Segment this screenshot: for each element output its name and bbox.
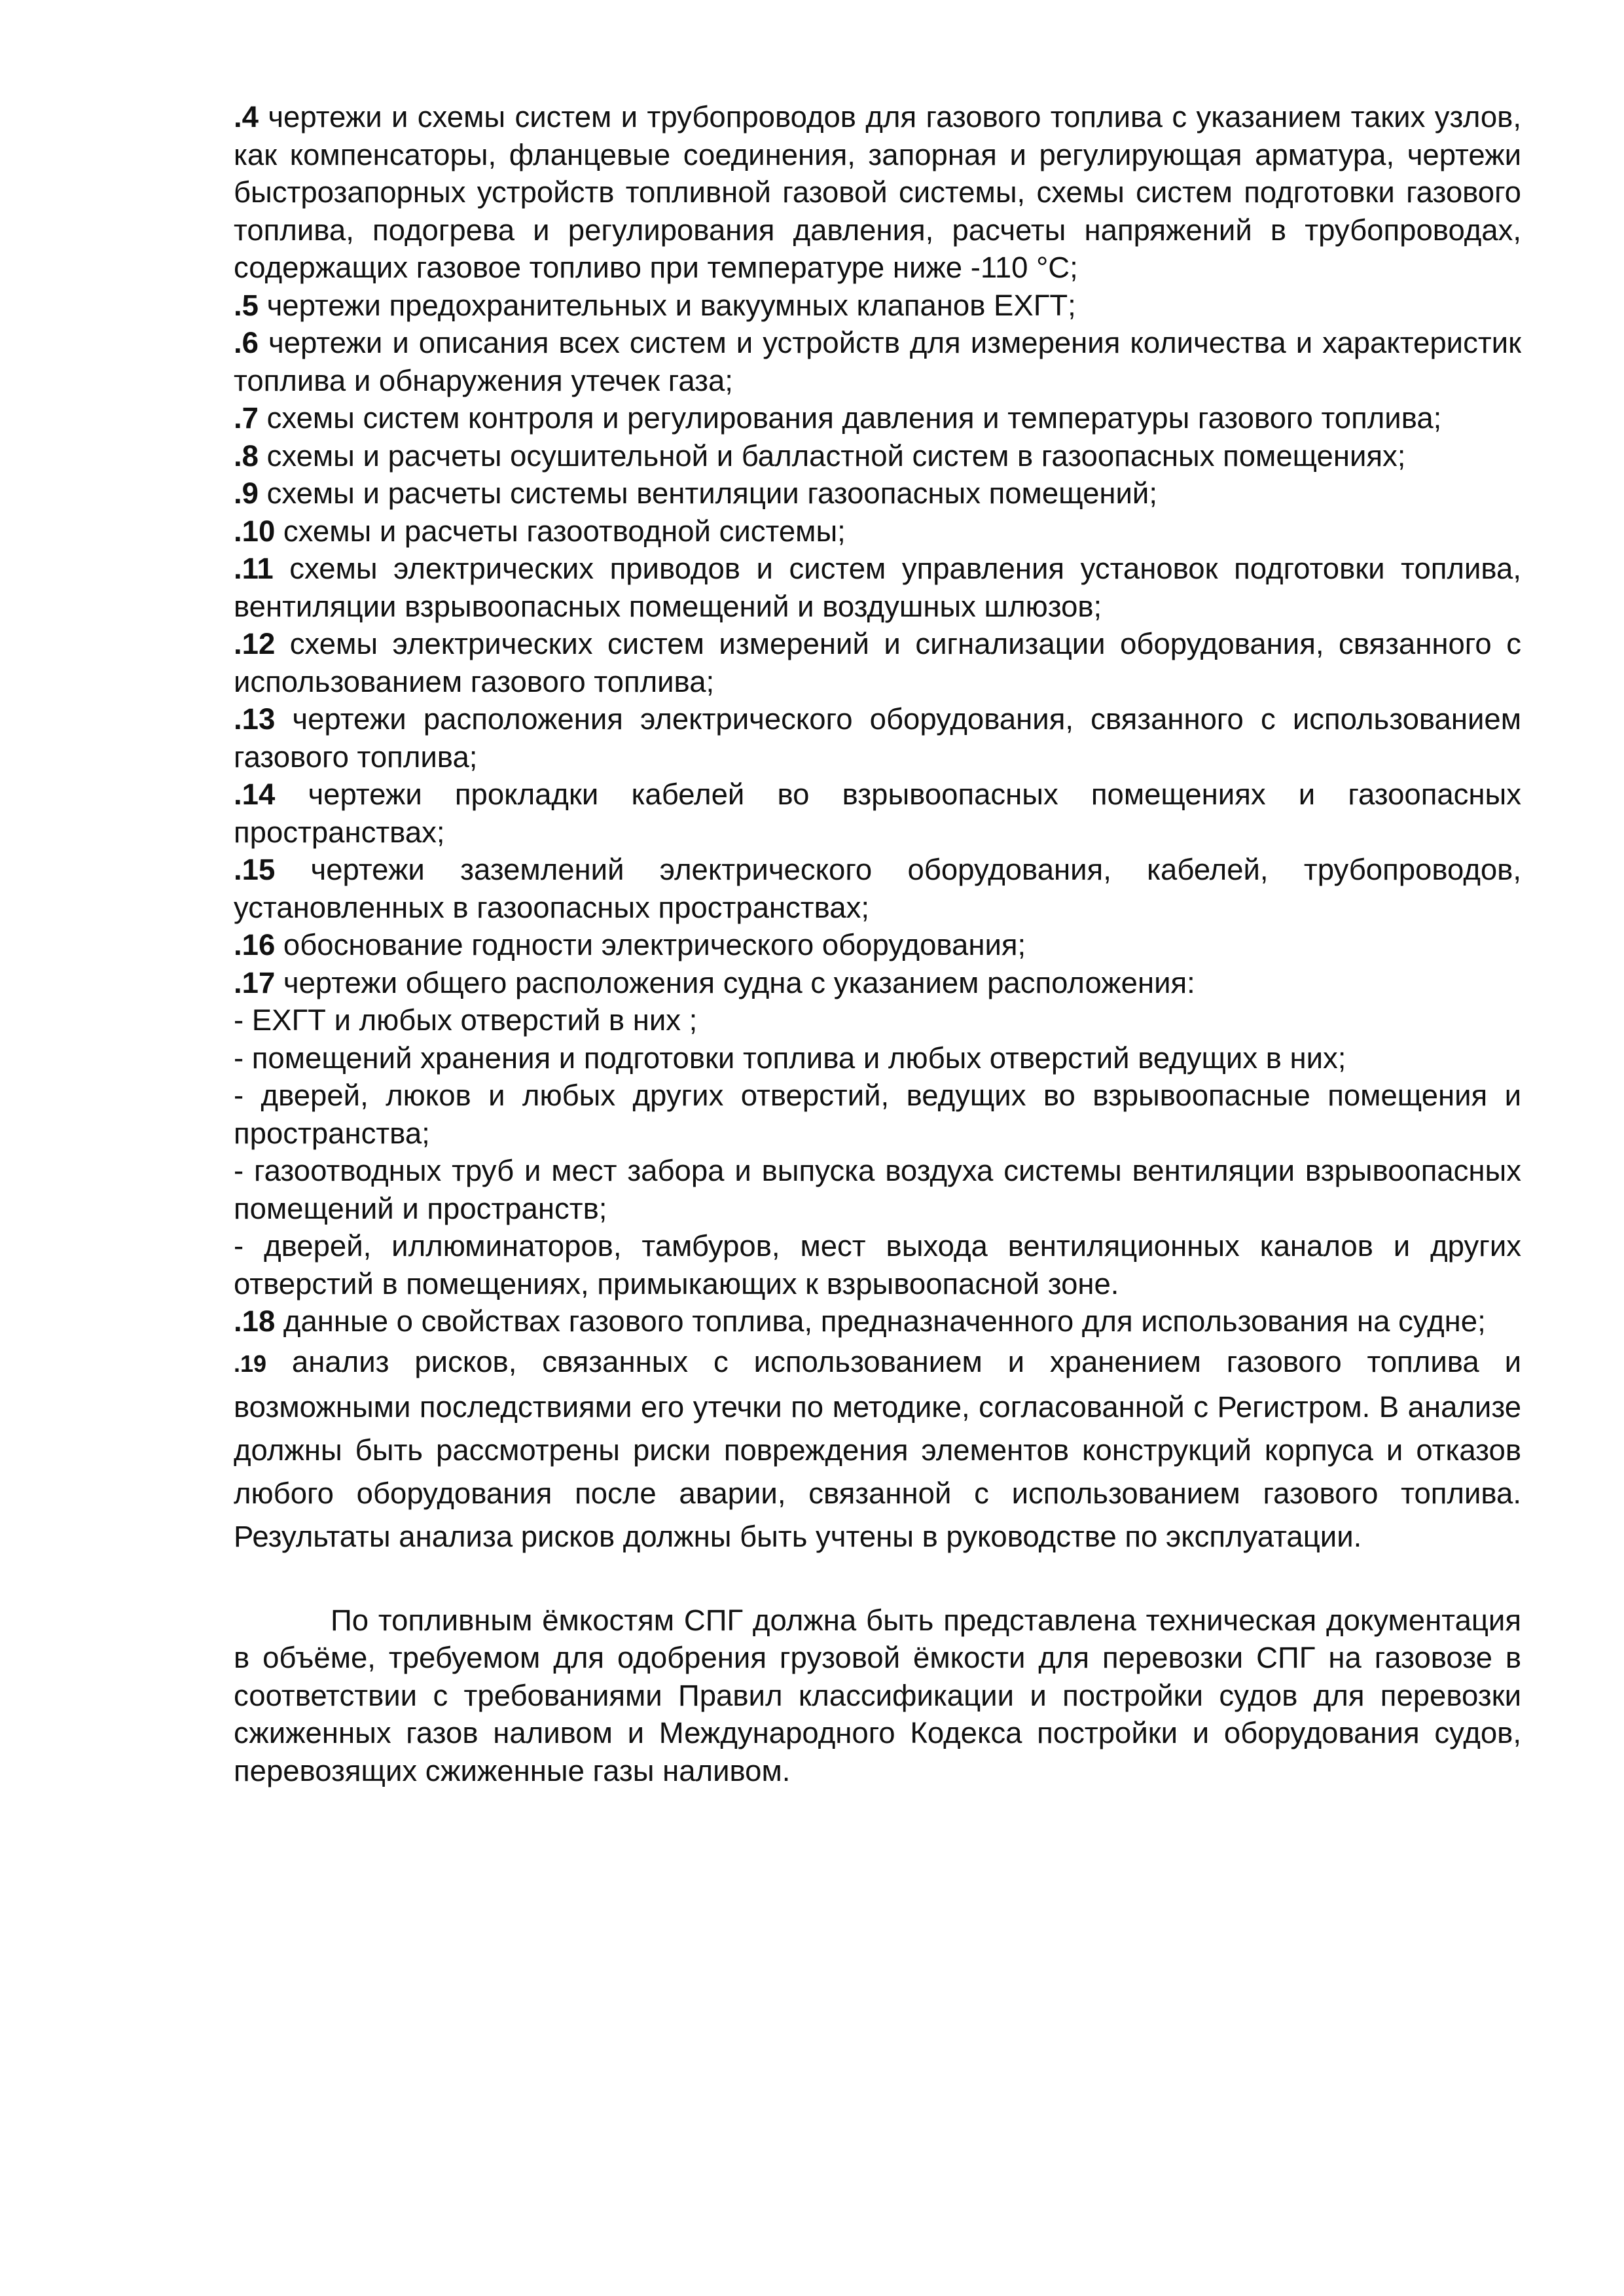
dash-item: - помещений хранения и подготовки топлива и любых отверстий ведущих в них;	[234, 1041, 1346, 1075]
item-text: схемы электрических приводов и систем управления установок подготовки топлива, вентиляции взрывоопасных помещений и воздушных шлюзов;	[234, 552, 1521, 623]
item-text: чертежи общего расположения судна с указанием расположения:	[275, 965, 1195, 999]
item-text: данные о свойствах газового топлива, предназначенного для использования на судне;	[275, 1304, 1486, 1338]
item-text: схемы электрических систем измерений и сигнализации оборудования, связанного с использованием газового топлива;	[234, 627, 1521, 698]
item-number: .4	[234, 100, 259, 134]
item-text: обоснование годности электрического оборудования;	[275, 928, 1026, 961]
list-item-11	[234, 550, 1521, 625]
list-item-15	[234, 851, 1521, 926]
list-item-10	[234, 512, 1521, 550]
list-item-18	[234, 1302, 1521, 1340]
list-item-5	[234, 287, 1521, 325]
item-text: схемы и расчеты осушительной и балластной систем в газоопасных помещениях;	[258, 439, 1406, 473]
list-item-17	[234, 964, 1521, 1002]
item-number: .18	[234, 1304, 276, 1338]
item-text: анализ рисков, связанных с использованием и хранением газового топлива и возможными последствиями его утечки по методике, согласованной с Регистром. В анализе должны быть рассмотрены риски повреждения элементов конструкций корпуса и отказов любого оборудования после аварии, связанной с использованием газового топлива. Результаты анализа рисков должны быть учтены в руководстве по эксплуатации.	[234, 1344, 1521, 1553]
list-item-12	[234, 625, 1521, 700]
item-text: чертежи и схемы систем и трубопроводов для газового топлива с указанием таких узлов, как компенсаторы, фланцевые соединения, запорная и регулирующая арматура, чертежи быстрозапорных устройств топливной газовой системы, схемы систем подготовки газового топлива, подогрева и регулирования давления, расчеты напряжений в трубопроводах, содержащих газовое топливо при температуре ниже -110 °С;	[234, 100, 1521, 284]
item-number: .9	[234, 476, 259, 510]
item-text: схемы и расчеты системы вентиляции газоопасных помещений;	[258, 476, 1157, 510]
item-number: .7	[234, 401, 259, 435]
list-item-14	[234, 776, 1521, 851]
list-item-19	[234, 1340, 1521, 1558]
item-text: чертежи расположения электрического оборудования, связанного с использованием газового топлива;	[234, 702, 1521, 774]
item-number: .12	[234, 627, 276, 660]
item-number: .19	[234, 1350, 267, 1377]
dash-item: - дверей, люков и любых других отверстий, ведущих во взрывоопасные помещения и пространства;	[234, 1079, 1521, 1150]
item-text: чертежи предохранительных и вакуумных клапанов ЕХГТ;	[258, 288, 1076, 322]
dash-item: - дверей, иллюминаторов, тамбуров, мест выхода вентиляционных каналов и других отверстий в помещениях, примыкающих к взрывоопасной зоне.	[234, 1229, 1521, 1300]
list-item-9	[234, 475, 1521, 512]
item-text: схемы и расчеты газоотводной системы;	[275, 514, 846, 548]
list-item-13	[234, 700, 1521, 776]
item-number: .15	[234, 853, 276, 886]
item-number: .10	[234, 514, 276, 548]
dash-item: - газоотводных труб и мест забора и выпуска воздуха системы вентиляции взрывоопасных помещений и пространств;	[234, 1154, 1521, 1225]
item-number: .17	[234, 965, 276, 999]
document-page	[234, 98, 1521, 1789]
list-item-16	[234, 926, 1521, 964]
item-number: .14	[234, 778, 276, 811]
list-item-7	[234, 399, 1521, 437]
item-text: чертежи прокладки кабелей во взрывоопасных помещениях и газоопасных пространствах;	[234, 778, 1521, 849]
dash-item: - ЕХГТ и любых отверстий в них ;	[234, 1003, 698, 1037]
item-text: чертежи заземлений электрического оборудования, кабелей, трубопроводов, установленных в газоопасных пространствах;	[234, 853, 1521, 924]
item-text: чертежи и описания всех систем и устройств для измерения количества и характеристик топлива и обнаружения утечек газа;	[234, 326, 1521, 397]
item-number: .5	[234, 288, 259, 322]
item-number: .6	[234, 326, 259, 359]
list-item-8	[234, 437, 1521, 475]
closing-paragraph: По топливным ёмкостям СПГ должна быть представлена техническая документация в объёме, требуемом для одобрения грузовой ёмкости для перевозки СПГ на газовозе в соответствии с требованиями Правил классификации и постройки судов для перевозки сжиженных газов наливом и Международного Кодекса постройки и оборудования судов, перевозящих сжиженные газы наливом.	[234, 1603, 1521, 1787]
item-number: .16	[234, 928, 276, 961]
item-number: .13	[234, 702, 276, 736]
list-item-4	[234, 98, 1521, 287]
item-number: .8	[234, 439, 259, 473]
item-text: схемы систем контроля и регулирования давления и температуры газового топлива;	[258, 401, 1442, 435]
list-item-6	[234, 324, 1521, 399]
item-number: .11	[234, 552, 274, 585]
